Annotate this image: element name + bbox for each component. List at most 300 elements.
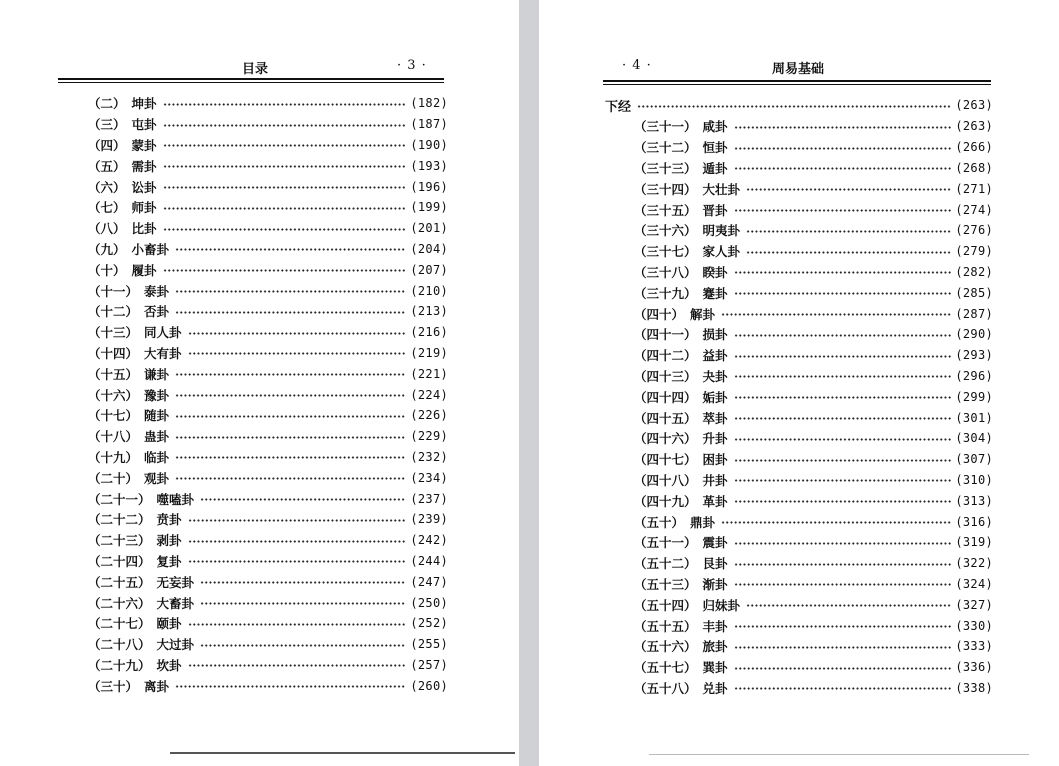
entry-page-number: (201) [410,221,448,236]
dot-leader [175,394,406,397]
dot-leader [734,542,952,545]
entry-title: 晋卦 [702,202,728,218]
entry-page-number: (263) [955,119,993,134]
entry-number: （九） [88,241,126,257]
entry-title: 咸卦 [702,119,728,135]
entry-title: 大有卦 [144,345,182,361]
toc-entry[interactable] [88,259,448,280]
entry-page-number: (282) [955,264,993,279]
entry-number: （十七） [88,408,139,424]
entry-title: 旅卦 [702,639,728,655]
entry-number: （十八） [88,429,139,445]
dot-leader [734,438,952,441]
entry-number: （十四） [88,345,139,361]
entry-title: 泰卦 [144,283,170,299]
toc-entry[interactable] [634,407,993,428]
dot-leader [163,144,407,147]
entry-page-number: (287) [955,306,993,321]
entry-number: （五十四） [634,597,697,613]
entry-number: （五十八） [634,680,697,696]
entry-title: 升卦 [702,431,728,447]
dot-leader [175,415,406,418]
entry-title: 萃卦 [702,410,728,426]
toc-entry[interactable] [634,511,993,532]
dot-leader [163,124,407,127]
entry-page-number: (290) [955,327,993,342]
dot-leader [734,687,952,690]
toc-entry[interactable] [634,220,993,241]
entry-title: 噬嗑卦 [156,491,195,507]
entry-number: （三十） [88,678,139,694]
toc-entry[interactable] [88,301,448,322]
dot-leader [734,417,952,420]
entry-number: （三十一） [634,119,697,135]
entry-number: （三十四） [634,181,697,197]
entry-number: （十二） [88,304,139,320]
entry-page-number: (307) [955,452,993,467]
toc-entry[interactable] [88,135,448,156]
dot-leader [188,519,407,522]
entry-number: （八） [88,221,126,237]
dot-leader [734,479,952,482]
toc-entry[interactable] [634,262,993,283]
entry-number: （十一） [88,283,139,299]
entry-number: （四十四） [634,389,697,405]
section-title: 下经 [605,99,632,115]
dot-leader [175,373,406,376]
dot-leader [746,604,951,607]
toc-entry[interactable] [634,594,993,615]
entry-title: 渐卦 [702,576,728,592]
entry-number: （二十七） [88,616,151,632]
dot-leader [175,311,406,314]
entry-page-number: (310) [955,472,993,487]
right-header-rule [603,80,991,82]
entry-title: 坤卦 [131,96,157,112]
toc-entry[interactable] [88,467,448,488]
entry-page-number: (313) [955,493,993,508]
toc-entry[interactable] [634,158,993,179]
entry-number: （五十七） [634,660,697,676]
dot-leader [734,271,952,274]
dot-leader [200,644,406,647]
entry-page-number: (255) [410,637,448,652]
entry-title: 师卦 [131,200,157,216]
toc-entry[interactable] [88,488,448,509]
entry-title: 巽卦 [702,660,728,676]
dot-leader [746,188,951,191]
dot-leader [734,147,952,150]
entry-page-number: (190) [410,137,448,152]
dot-leader [734,459,952,462]
entry-number: （五十一） [634,535,697,551]
entry-title: 兑卦 [702,680,728,696]
entry-number: （二十二） [88,512,151,528]
left-page-number: · 3 · [397,58,427,73]
entry-number: （十三） [88,325,139,341]
entry-page-number: (260) [410,678,448,693]
entry-number: （四十三） [634,368,697,384]
entry-number: （二十九） [88,657,151,673]
toc-entry[interactable] [88,197,448,218]
entry-page-number: (219) [410,345,448,360]
entry-title: 需卦 [131,158,157,174]
entry-page-number: (322) [955,556,993,571]
entry-page-number: (293) [955,348,993,363]
entry-page-number: (324) [955,576,993,591]
entry-title: 大畜卦 [156,595,195,611]
entry-title: 震卦 [702,535,728,551]
entry-number: （三） [88,117,126,133]
toc-entry[interactable] [634,553,993,574]
entry-number: （三十五） [634,202,697,218]
entry-title: 家人卦 [702,244,741,260]
dot-leader [734,126,952,129]
entry-page-number: (276) [955,223,993,238]
toc-entry[interactable] [88,613,448,634]
entry-page-number: (239) [410,512,448,527]
left-header-rule [58,78,444,80]
dot-leader [188,352,407,355]
toc-entry[interactable] [88,509,448,530]
dot-leader [734,563,952,566]
toc-entry[interactable] [88,384,448,405]
entry-page-number: (252) [410,616,448,631]
toc-entry[interactable] [634,636,993,657]
entry-title: 同人卦 [144,325,182,341]
entry-page-number: (207) [410,262,448,277]
entry-page-number: (338) [955,680,993,695]
dot-leader [163,269,407,272]
dot-leader [163,207,407,210]
entry-title: 丰卦 [702,618,728,634]
toc-entry[interactable] [88,322,448,343]
toc-entry[interactable] [634,303,993,324]
entry-number: （五十五） [634,618,697,634]
toc-entry[interactable] [634,137,993,158]
entry-page-number: (210) [410,283,448,298]
toc-entry[interactable] [634,657,993,678]
entry-page-number: (330) [955,618,993,633]
dot-leader [200,498,406,501]
entry-title: 井卦 [702,472,728,488]
entry-number: （五） [88,158,126,174]
entry-title: 姤卦 [702,389,728,405]
dot-leader [734,375,952,378]
left-page [0,0,519,766]
dot-leader [734,209,952,212]
entry-title: 归妹卦 [702,597,741,613]
dot-leader [734,500,952,503]
entry-page-number: (193) [410,158,448,173]
right-header-title: 周易基础 [772,62,825,77]
entry-number: （三十八） [634,264,697,280]
entry-number: （五十） [634,514,685,530]
entry-page-number: (279) [955,244,993,259]
entry-title: 艮卦 [702,556,728,572]
dot-leader [734,355,952,358]
dot-leader [175,248,406,251]
toc-entry[interactable] [88,155,448,176]
entry-title: 否卦 [144,304,170,320]
entry-title: 屯卦 [131,117,157,133]
entry-page-number: (274) [955,202,993,217]
toc-entry[interactable] [88,239,448,260]
toc-entry[interactable] [88,551,448,572]
dot-leader [734,646,952,649]
entry-number: （七） [88,200,126,216]
entry-number: （四十一） [634,327,697,343]
entry-page-number: (221) [410,366,448,381]
entry-page-number: (257) [410,657,448,672]
scan-edge-mark [649,754,1029,755]
toc-entry[interactable] [88,592,448,613]
toc-entry[interactable] [88,280,448,301]
entry-number: （三十三） [634,160,697,176]
dot-leader [188,560,407,563]
right-page [539,0,1059,766]
dot-leader [188,623,407,626]
entry-title: 观卦 [144,470,170,486]
toc-entry[interactable] [88,655,448,676]
toc-entry[interactable] [88,218,448,239]
entry-page-number: (316) [955,514,993,529]
entry-number: （三十二） [634,140,697,156]
entry-title: 豫卦 [144,387,170,403]
toc-entry[interactable] [634,386,993,407]
dot-leader [734,667,952,670]
toc-entry[interactable] [634,178,993,199]
entry-number: （二） [88,96,126,112]
entry-number: （六） [88,179,126,195]
toc-entry[interactable] [634,116,993,137]
dot-leader [175,685,406,688]
dot-leader [637,105,951,108]
entry-page-number: (319) [955,535,993,550]
entry-title: 损卦 [702,327,728,343]
entry-title: 小畜卦 [131,241,170,257]
dot-leader [175,436,406,439]
entry-page-number: (266) [955,140,993,155]
dot-leader [734,167,952,170]
entry-number: （十九） [88,449,139,465]
dot-leader [163,103,407,106]
entry-number: （四十八） [634,472,697,488]
entry-number: （二十六） [88,595,151,611]
entry-title: 贲卦 [156,512,182,528]
entry-number: （四十九） [634,493,697,509]
toc-entry[interactable] [634,345,993,366]
dot-leader [734,396,952,399]
entry-page-number: (285) [955,285,993,300]
entry-number: （二十四） [88,553,151,569]
entry-title: 复卦 [156,553,182,569]
dot-leader [734,583,952,586]
toc-entry[interactable] [88,343,448,364]
entry-page-number: (232) [410,449,448,464]
toc-entry[interactable] [634,282,993,303]
dot-leader [734,292,952,295]
entry-number: （十六） [88,387,139,403]
toc-entry[interactable] [88,176,448,197]
entry-page-number: (229) [410,429,448,444]
entry-title: 谦卦 [144,366,170,382]
entry-title: 大过卦 [156,637,195,653]
entry-title: 革卦 [702,493,728,509]
entry-page-number: (242) [410,533,448,548]
entry-title: 恒卦 [702,140,728,156]
entry-title: 益卦 [702,348,728,364]
entry-number: （四十） [634,306,685,322]
entry-title: 离卦 [144,678,170,694]
entry-page-number: (271) [955,181,993,196]
toc-entry[interactable] [634,470,993,491]
toc-entry[interactable] [634,490,993,511]
entry-title: 蹇卦 [702,285,728,301]
entry-number: （二十三） [88,533,151,549]
scan-edge-mark [170,752,515,754]
entry-number: （四） [88,137,126,153]
left-header-rule-thin [58,82,444,83]
entry-number: （三十六） [634,223,697,239]
entry-title: 颐卦 [156,616,182,632]
dot-leader [175,290,406,293]
dot-leader [188,664,407,667]
dot-leader [163,186,407,189]
toc-entry[interactable] [88,571,448,592]
toc-entry[interactable] [634,366,993,387]
entry-page-number: (204) [410,241,448,256]
toc-entry[interactable] [88,447,448,468]
toc-section-heading[interactable] [605,95,993,116]
entry-title: 鼎卦 [690,514,716,530]
entry-number: （五十六） [634,639,697,655]
entry-title: 遁卦 [702,160,728,176]
toc-entry[interactable] [88,93,448,114]
dot-leader [200,581,406,584]
toc-entry[interactable] [88,363,448,384]
entry-title: 大壮卦 [702,181,741,197]
entry-title: 剥卦 [156,533,182,549]
page-gap [519,0,539,766]
dot-leader [734,625,952,628]
entry-number: （四十二） [634,348,697,364]
entry-title: 比卦 [131,221,157,237]
dot-leader [746,230,951,233]
entry-number: （二十五） [88,574,151,590]
toc-entry[interactable] [634,241,993,262]
entry-page-number: (336) [955,660,993,675]
entry-title: 睽卦 [702,264,728,280]
toc-entry[interactable] [88,426,448,447]
dot-leader [200,602,406,605]
dot-leader [163,165,407,168]
entry-page-number: (296) [955,368,993,383]
left-header-title: 目录 [242,62,269,77]
toc-entry[interactable] [634,678,993,699]
entry-number: （二十八） [88,637,151,653]
toc-entry[interactable] [634,324,993,345]
entry-number: （十） [88,262,126,278]
entry-page-number: (268) [955,160,993,175]
dot-leader [163,228,407,231]
entry-page-number: (250) [410,595,448,610]
toc-entry[interactable] [634,199,993,220]
right-toc-list [634,116,993,698]
toc-entry[interactable] [88,114,448,135]
entry-page-number: (187) [410,117,448,132]
entry-title: 明夷卦 [702,223,741,239]
toc-entry[interactable] [634,449,993,470]
entry-page-number: (234) [410,470,448,485]
entry-title: 夬卦 [702,368,728,384]
entry-number: （五十二） [634,556,697,572]
entry-page-number: (327) [955,597,993,612]
entry-title: 困卦 [702,452,728,468]
entry-page-number: (247) [410,574,448,589]
entry-page-number: (213) [410,304,448,319]
entry-page-number: (226) [410,408,448,423]
section-page-number: (263) [955,98,993,113]
dot-leader [721,521,951,524]
dot-leader [188,332,407,335]
toc-entry[interactable] [88,530,448,551]
entry-page-number: (301) [955,410,993,425]
right-page-number: · 4 · [622,58,652,73]
entry-number: （四十六） [634,431,697,447]
entry-title: 讼卦 [131,179,157,195]
right-header-rule-thin [603,84,991,85]
toc-entry[interactable] [88,634,448,655]
dot-leader [175,477,406,480]
dot-leader [188,540,407,543]
toc-entry[interactable] [634,615,993,636]
entry-title: 无妄卦 [156,574,195,590]
dot-leader [721,313,951,316]
entry-number: （四十七） [634,452,697,468]
entry-page-number: (299) [955,389,993,404]
entry-page-number: (199) [410,200,448,215]
entry-number: （三十九） [634,285,697,301]
entry-title: 随卦 [144,408,170,424]
entry-title: 蛊卦 [144,429,170,445]
entry-title: 临卦 [144,449,170,465]
entry-number: （二十） [88,470,139,486]
dot-leader [175,456,406,459]
entry-number: （十五） [88,366,139,382]
entry-number: （二十一） [88,491,151,507]
entry-number: （四十五） [634,410,697,426]
toc-entry[interactable] [634,574,993,595]
entry-title: 履卦 [131,262,157,278]
entry-page-number: (237) [410,491,448,506]
toc-entry[interactable] [634,532,993,553]
toc-entry[interactable] [634,428,993,449]
dot-leader [746,251,951,254]
entry-number: （三十七） [634,244,697,260]
entry-page-number: (244) [410,553,448,568]
left-toc-list [88,93,448,696]
toc-entry[interactable] [88,405,448,426]
entry-title: 蒙卦 [131,137,157,153]
entry-page-number: (304) [955,431,993,446]
entry-title: 坎卦 [156,657,182,673]
dot-leader [734,334,952,337]
toc-entry[interactable] [88,675,448,696]
entry-page-number: (333) [955,639,993,654]
entry-page-number: (196) [410,179,448,194]
entry-number: （五十三） [634,576,697,592]
